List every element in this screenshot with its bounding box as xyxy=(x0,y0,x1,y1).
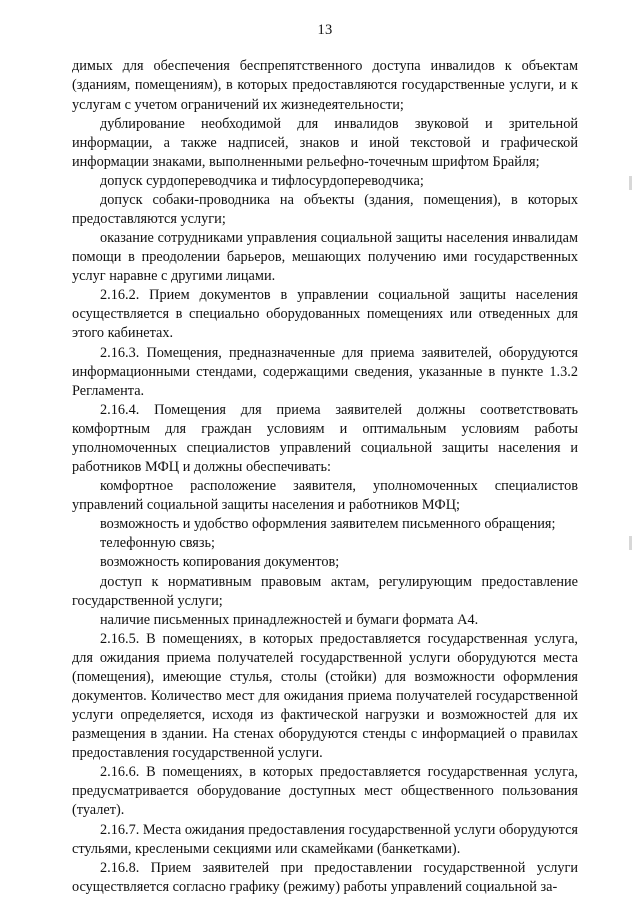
paragraph: наличие письменных принадлежностей и бумаги формата А4. xyxy=(100,611,479,628)
paragraph: комфортное расположение заявителя, уполномоченных специалистов управлений социальной защиты населения и работников МФЦ; xyxy=(72,478,578,514)
paragraph: допуск собаки-проводника на объекты (здания, помещения), в которых предоставляются услуги; xyxy=(72,191,578,228)
paragraph: 2.16.6. В помещениях, в которых предоставляется государственная услуга, предусматривается оборудование доступных мест общественного пользования (туалет). xyxy=(72,764,578,819)
paragraph: 2.16.3. Помещения, предназначенные для приема заявителей, оборудуются информационными стендами, содержащими сведения, указанные в пункте 1.3.2 Регламента. xyxy=(72,344,578,399)
page-edge-mark xyxy=(629,536,632,550)
paragraph: 2.16.2. Прием документов в управлении социальной защиты населения осуществляется в специально оборудованных помещениях или отведенных для этого кабинетах. xyxy=(72,287,578,342)
paragraph: оказание сотрудниками управления социальной защиты населения инвалидам помощи в преодолении барьеров, мешающих получению ими государственных услуг наравне с другими лицами. xyxy=(72,230,578,285)
paragraph: возможность копирования документов; xyxy=(100,554,340,571)
paragraph: допуск сурдопереводчика и тифлосурдопереводчика; xyxy=(100,172,424,189)
paragraph: 2.16.7. Места ожидания предоставления государственной услуги оборудуются стульями, креслеными секциями или скамейками (банкетками). xyxy=(72,821,578,857)
paragraph: 2.16.5. В помещениях, в которых предоставляется государственная услуга, для ожидания приема получателей государственной услуги оборудуются места (помещения), имеющие стулья, столы (стойки) для возможности оформления документов. Количество мест для ожидания приема получателей государственной услуги определяется, исходя из фактической нагрузки и возможностей для их размещения в здании. На стенах оборудуются стенды с информацией о правилах предоставления государственной услуги. xyxy=(72,630,578,762)
document-body xyxy=(72,57,578,896)
paragraph: телефонную связь; xyxy=(100,535,215,552)
page-number: 13 xyxy=(317,22,333,38)
paragraph: 2.16.8. Прием заявителей при предоставлении государственной услуги осуществляется согласно графику (режиму) работы управлений социальной за- xyxy=(72,859,578,895)
paragraph: возможность и удобство оформления заявителем письменного обращения; xyxy=(100,516,556,533)
paragraph: 2.16.4. Помещения для приема заявителей должны соответствовать комфортным для граждан условиям и оптимальным условиям работы уполномоченных специалистов управлений социальной защиты населения и работников МФЦ и должны обеспечивать: xyxy=(72,401,578,476)
page-edge-mark xyxy=(629,176,632,190)
paragraph: димых для обеспечения беспрепятственного доступа инвалидов к объектам (зданиям, помещениям), в которых предоставляются государственные услуги, и к услугам с учетом ограничений их жизнедеятельности; xyxy=(72,58,578,113)
paragraph: дублирование необходимой для инвалидов звуковой и зрительной информации, а также надписей, знаков и иной текстовой и графической информации знаками, выполненными рельефно-точечным шрифтом Брайля; xyxy=(72,115,578,170)
paragraph: доступ к нормативным правовым актам, регулирующим предоставление государственной услуги; xyxy=(72,573,578,609)
